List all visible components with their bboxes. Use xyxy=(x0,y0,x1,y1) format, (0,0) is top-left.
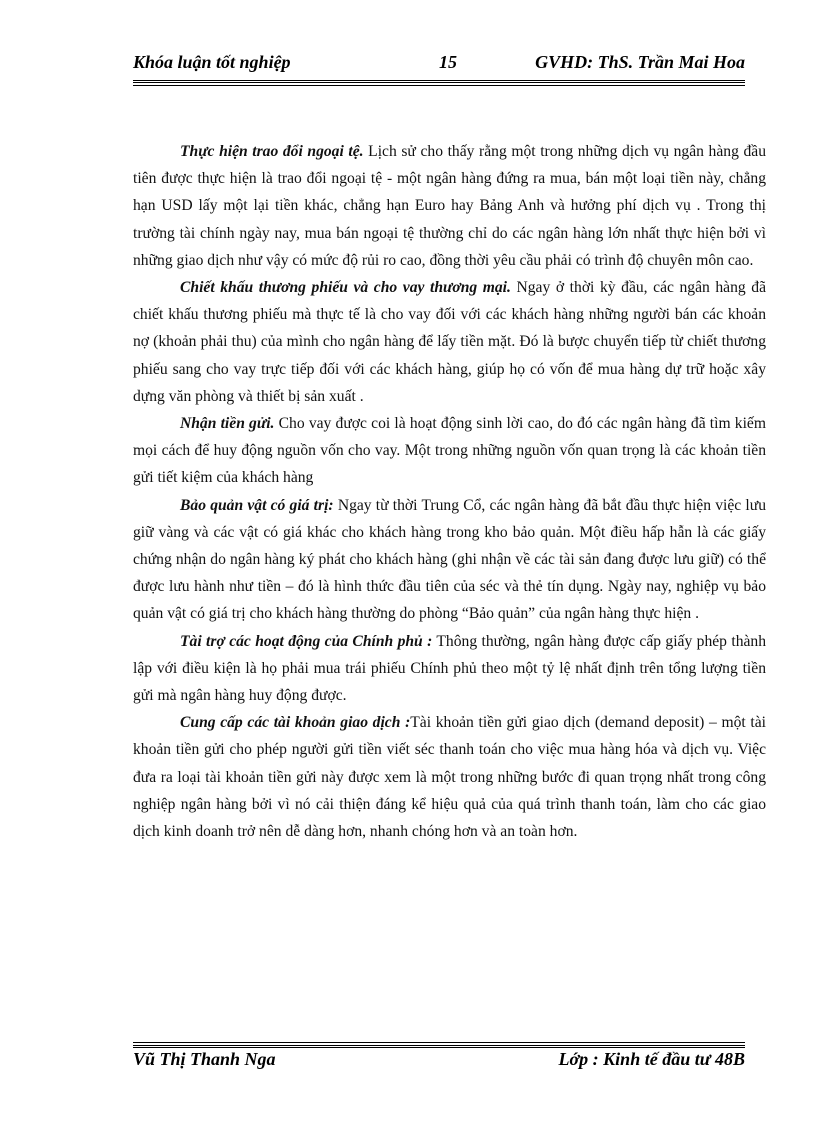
footer-rule xyxy=(133,1042,745,1048)
header-supervisor: GVHD: ThS. Trần Mai Hoa xyxy=(535,52,745,72)
paragraph-lead: Chiết khấu thương phiếu và cho vay thương mại. xyxy=(180,279,511,297)
paragraph-lead: Bảo quản vật có giá trị: xyxy=(180,496,334,514)
paragraph xyxy=(133,492,766,628)
header-rule xyxy=(133,80,745,86)
paragraph-text: Ngay từ thời Trung Cổ, các ngân hàng đã bắt đầu thực hiện việc lưu giữ vàng và các vật có giá khác cho khách hàng trong kho bảo quản. Một điều hấp hẫn là các giấy chứng nhận do ngân hàng ký phát cho khách hàng (ghi nhận về các tài sản đang được lưu giữ) có thể được lưu hành như tiền – đó là hình thức đầu tiên của séc và thẻ tín dụng. Ngày nay, nghiệp vụ bảo quản vật có giá trị cho khách hàng thường do phòng “Bảo quản” của ngân hàng thực hiện . xyxy=(133,496,766,623)
paragraph-text: Tài khoản tiền gửi giao dịch (demand deposit) – một tài khoản tiền gửi cho phép người gửi tiền viết séc thanh toán cho việc mua hàng hóa và dịch vụ. Việc đưa ra loại tài khoản tiền gửi này được xem là một trong những bước đi quan trọng nhất trong công nghiệp ngân hàng bởi vì nó cải thiện đáng kể hiệu quả của quá trình thanh toán, làm cho các giao dịch kinh doanh trở nên dễ dàng hơn, nhanh chóng hơn và an toàn hơn. xyxy=(133,714,766,841)
paragraph xyxy=(133,410,766,492)
document-body xyxy=(133,138,766,845)
paragraph xyxy=(133,274,766,410)
paragraph-lead: Cung cấp các tài khoản giao dịch : xyxy=(180,714,411,732)
page-footer xyxy=(133,1049,745,1073)
header-page-number: 15 xyxy=(439,52,457,72)
header-thesis-title: Khóa luận tốt nghiệp xyxy=(133,52,291,72)
paragraph xyxy=(133,138,766,274)
footer-author: Vũ Thị Thanh Nga xyxy=(133,1049,276,1069)
paragraph-text: Lịch sử cho thấy rằng một trong những dịch vụ ngân hàng đầu tiên được thực hiện là trao đổi ngoại tệ - một ngân hàng đứng ra mua, bán một loại tiền này, chẳng hạn USD lấy một lại tiền khác, chẳng hạn Euro hay Bảng Anh và hưởng phí dịch vụ . Trong thị trường tài chính ngày nay, mua bán ngoại tệ thường chỉ do các ngân hàng lớn nhất thực hiện bởi vì những giao dịch như vậy có mức độ rủi ro cao, đồng thời yêu cầu phải có trình độ chuyên môn cao. xyxy=(133,143,766,269)
paragraph-lead: Nhận tiền gửi. xyxy=(180,415,275,433)
paragraph-text: Cho vay được coi là hoạt động sinh lời cao, do đó các ngân hàng đã tìm kiếm mọi cách để huy động nguồn vốn cho vay. Một trong những nguồn vốn quan trọng là các khoản tiền gửi tiết kiệm của khách hàng xyxy=(133,415,766,487)
paragraph xyxy=(133,709,766,845)
paragraph-lead: Tài trợ các hoạt động của Chính phủ : xyxy=(180,632,433,650)
footer-class: Lớp : Kinh tế đầu tư 48B xyxy=(558,1049,745,1069)
paragraph xyxy=(133,628,766,710)
paragraph-lead: Thực hiện trao đổi ngoại tệ. xyxy=(180,143,364,160)
paragraph-text: Ngay ở thời kỳ đầu, các ngân hàng đã chiết khấu thương phiếu mà thực tế là cho vay đối với các khách hàng những người bán các khoản nợ (khoản phải thu) của mình cho ngân hàng để lấy tiền mặt. Đó là bược chuyển tiếp từ chiết thương phiếu sang cho vay trực tiếp đối với các khách hàng, giúp họ có vốn để mua hàng dự trữ hoặc xây dựng văn phòng và thiết bị sản xuất . xyxy=(133,279,766,405)
page-header xyxy=(133,52,745,76)
paragraph-text: Thông thường, ngân hàng được cấp giấy phép thành lập với điều kiện là họ phải mua trái phiếu Chính phủ theo một tỷ lệ nhất định trên tổng lượng tiền gửi mà ngân hàng huy động được. xyxy=(133,632,767,705)
